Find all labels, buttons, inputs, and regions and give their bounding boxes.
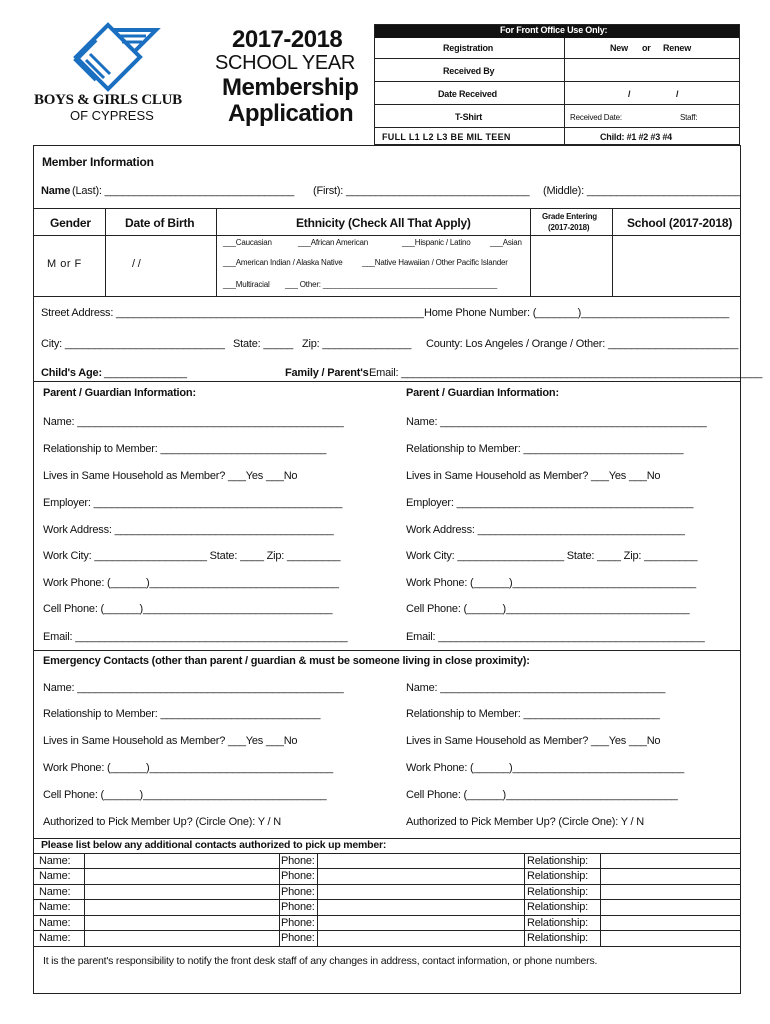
eth-caucasian[interactable]: ___Caucasian	[223, 238, 272, 247]
parent1-cell-field[interactable]: Cell Phone: (______)________________________________	[43, 603, 333, 615]
zip-field[interactable]: Zip: _______________	[302, 338, 412, 350]
parent1-relationship-field[interactable]: Relationship to Member: ____________________________	[43, 443, 327, 455]
emergency-heading: Emergency Contacts (other than parent / guardian & must be someone living in close proximity):	[43, 655, 530, 667]
pickup-phone-1: Phone:	[281, 855, 315, 867]
footer-note: It is the parent's responsibility to notify the front desk staff of any changes in address, contact information, or phone numbers.	[43, 955, 598, 967]
last-name-field[interactable]: (Last): ________________________________	[72, 185, 294, 197]
pickup-name-3: Name:	[39, 886, 71, 898]
front-office-title: For Front Office Use Only:	[500, 25, 608, 35]
date-received-label: Date Received	[438, 89, 497, 99]
parent1-lives-field[interactable]: Lives in Same Household as Member? ___Yes ___No	[43, 470, 298, 482]
pickup-name-inputs[interactable]	[85, 854, 278, 946]
member-info-heading: Member Information	[42, 155, 154, 169]
parent1-work-city-field[interactable]: Work City: ___________________ State: ____ Zip: _________	[43, 550, 341, 562]
parent2-name-field[interactable]: Name: _____________________________________________	[406, 416, 707, 428]
eth-other[interactable]: ___ Other: _________________________________________	[285, 280, 498, 289]
date-slash-1: /	[628, 89, 631, 99]
received-date-label: Received Date:	[570, 113, 622, 122]
tshirt-label: T-Shirt	[455, 112, 483, 122]
pickup-name-1: Name:	[39, 855, 71, 867]
pickup-phone-3: Phone:	[281, 886, 315, 898]
dob-field[interactable]: / /	[132, 258, 141, 270]
childs-age-field[interactable]: ______________	[104, 367, 187, 379]
staff-label: Staff:	[680, 113, 698, 122]
middle-name-field[interactable]: (Middle): __________________________	[543, 185, 741, 197]
pickup-phone-4: Phone:	[281, 901, 315, 913]
pickup-relationship-inputs[interactable]	[601, 854, 740, 946]
ethnicity-header: Ethnicity (Check All That Apply)	[296, 216, 471, 230]
emergency2-lives-field[interactable]: Lives in Same Household as Member? ___Yes ___No	[406, 735, 661, 747]
pickup-phone-inputs[interactable]	[318, 854, 523, 946]
parent2-relationship-field[interactable]: Relationship to Member: ___________________________	[406, 443, 684, 455]
eth-african-american[interactable]: ___African American	[298, 238, 369, 247]
parent1-email-field[interactable]: Email: ______________________________________________	[43, 631, 348, 643]
emergency1-work-phone-field[interactable]: Work Phone: (______)_______________________________	[43, 762, 333, 774]
pickup-phone-2: Phone:	[281, 870, 315, 882]
parent2-heading: Parent / Guardian Information:	[406, 387, 559, 399]
parent2-email-field[interactable]: Email: _____________________________________________	[406, 631, 705, 643]
parent2-work-city-field[interactable]: Work City: __________________ State: ____ Zip: _________	[406, 550, 698, 562]
parent2-work-phone-field[interactable]: Work Phone: (______)_______________________________	[406, 577, 696, 589]
parent2-work-address-field[interactable]: Work Address: ___________________________________	[406, 524, 685, 536]
title-school-year: SCHOOL YEAR	[215, 52, 356, 74]
pickup-phone-6: Phone:	[281, 932, 315, 944]
parent1-work-address-field[interactable]: Work Address: _____________________________________	[43, 524, 334, 536]
tshirt-sizes[interactable]: FULL L1 L2 L3 BE MIL TEEN	[382, 132, 511, 142]
pickup-relationship-1: Relationship:	[527, 855, 588, 867]
parent1-heading: Parent / Guardian Information:	[43, 387, 196, 399]
emergency1-name-field[interactable]: Name: _____________________________________________	[43, 682, 344, 694]
emergency1-lives-field[interactable]: Lives in Same Household as Member? ___Yes ___No	[43, 735, 298, 747]
pickup-relationship-3: Relationship:	[527, 886, 588, 898]
parent1-employer-field[interactable]: Employer: __________________________________________	[43, 497, 343, 509]
title-application: Application	[228, 100, 354, 127]
parent2-cell-field[interactable]: Cell Phone: (______)_______________________________	[406, 603, 690, 615]
logo-line2: OF CYPRESS	[70, 108, 154, 123]
logo-line1: BOYS & GIRLS CLUB	[34, 92, 182, 108]
renew-option[interactable]: Renew	[663, 43, 692, 53]
date-slash-2: /	[676, 89, 679, 99]
emergency1-authorized-field[interactable]: Authorized to Pick Member Up? (Circle One): Y / N	[43, 816, 281, 828]
state-field[interactable]: State: _____	[233, 338, 293, 350]
pickup-relationship-6: Relationship:	[527, 932, 588, 944]
emergency2-work-phone-field[interactable]: Work Phone: (______)_____________________________	[406, 762, 685, 774]
eth-hispanic[interactable]: ___Hispanic / Latino	[402, 238, 471, 247]
childs-age-label: Child's Age:	[41, 367, 102, 379]
emergency2-name-field[interactable]: Name: ______________________________________	[406, 682, 666, 694]
grade-header-1: Grade Entering	[542, 212, 597, 221]
emergency2-relationship-field[interactable]: Relationship to Member: _______________________	[406, 708, 660, 720]
parent1-work-phone-field[interactable]: Work Phone: (______)________________________________	[43, 577, 339, 589]
school-header: School (2017-2018)	[627, 216, 733, 230]
name-label: Name	[41, 185, 71, 197]
pickup-heading: Please list below any additional contacts authorized to pick up member:	[41, 839, 387, 851]
parent2-lives-field[interactable]: Lives in Same Household as Member? ___Yes ___No	[406, 470, 661, 482]
child-number[interactable]: Child: #1 #2 #3 #4	[600, 132, 672, 142]
emergency1-cell-field[interactable]: Cell Phone: (______)_______________________________	[43, 789, 327, 801]
pickup-phone-5: Phone:	[281, 917, 315, 929]
pickup-name-6: Name:	[39, 932, 71, 944]
or-label: or	[642, 43, 651, 53]
pickup-relationship-5: Relationship:	[527, 917, 588, 929]
pickup-relationship-2: Relationship:	[527, 870, 588, 882]
pickup-relationship-4: Relationship:	[527, 901, 588, 913]
title-year: 2017-2018	[232, 26, 343, 53]
new-option[interactable]: New	[610, 43, 628, 53]
family-email-field[interactable]: Email: _____________________________________________________________	[369, 367, 763, 379]
eth-multiracial[interactable]: ___Multiracial	[223, 280, 270, 289]
emergency2-cell-field[interactable]: Cell Phone: (______)_____________________________	[406, 789, 678, 801]
gender-header: Gender	[50, 216, 91, 230]
grade-header-2: (2017-2018)	[548, 223, 590, 232]
home-phone-field[interactable]: Home Phone Number: (_______)_________________________	[424, 307, 729, 319]
parent1-name-field[interactable]: Name: _____________________________________________	[43, 416, 344, 428]
pickup-name-2: Name:	[39, 870, 71, 882]
emergency1-relationship-field[interactable]: Relationship to Member: ___________________________	[43, 708, 321, 720]
emergency2-authorized-field[interactable]: Authorized to Pick Member Up? (Circle One): Y / N	[406, 816, 644, 828]
street-address-field[interactable]: Street Address: ____________________________________________________	[41, 307, 424, 319]
dob-header: Date of Birth	[125, 216, 195, 230]
eth-american-indian[interactable]: ___American Indian / Alaska Native	[223, 258, 343, 267]
registration-label: Registration	[443, 43, 494, 53]
eth-asian[interactable]: ___Asian	[490, 238, 522, 247]
first-name-field[interactable]: (First): _______________________________	[313, 185, 530, 197]
family-email-label: Family / Parent's	[285, 367, 369, 379]
gender-field[interactable]: M or F	[47, 258, 82, 270]
received-by-label: Received By	[443, 66, 495, 76]
city-field[interactable]: City: ___________________________	[41, 338, 225, 350]
pickup-name-5: Name:	[39, 917, 71, 929]
county-field[interactable]: County: Los Angeles / Orange / Other: ______________________	[426, 338, 739, 350]
pickup-name-4: Name:	[39, 901, 71, 913]
eth-native-hawaiian[interactable]: ___Native Hawaiian / Other Pacific Islander	[362, 258, 508, 267]
title-membership: Membership	[222, 74, 359, 101]
parent2-employer-field[interactable]: Employer: ________________________________________	[406, 497, 694, 509]
